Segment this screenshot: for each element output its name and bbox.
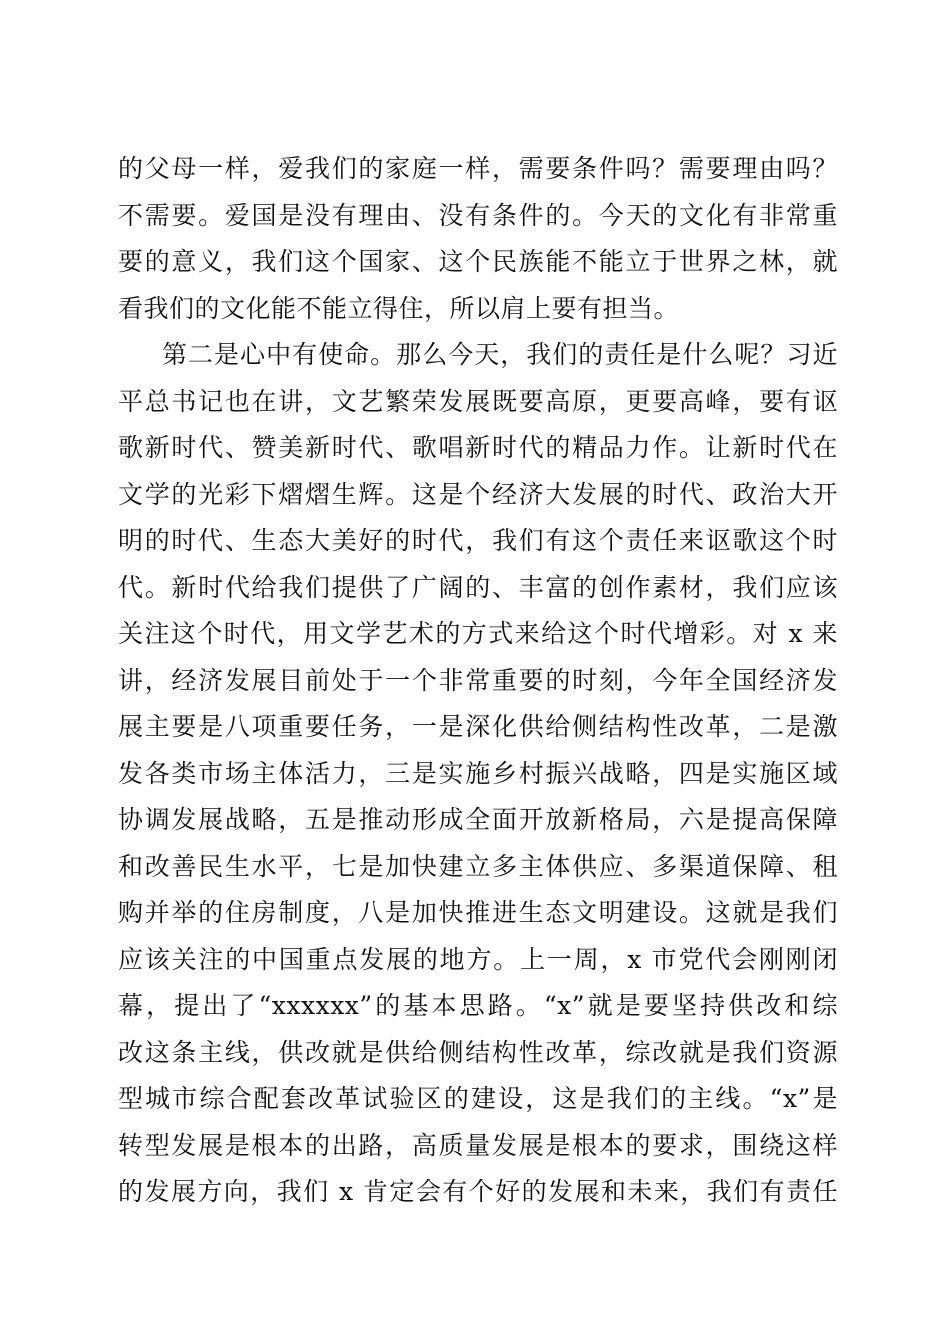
- text-line: 和改善民生水平，七是加快建立多主体供应、多渠道保障、租: [118, 851, 838, 881]
- text-line: 应该关注的中国重点发展的地方。上一周，x 市党代会刚刚闭: [118, 944, 838, 974]
- body-text: [118, 146, 838, 1216]
- text-line: 明的时代、生态大美好的时代，我们有这个责任来讴歌这个时: [118, 526, 838, 555]
- text-line: 型城市综合配套改革试验区的建设，这是我们的主线。“x”是: [118, 1084, 838, 1113]
- text-line: 购并举的住房制度，八是加快推进生态文明建设。这就是我们: [118, 898, 838, 927]
- text-line: 的父母一样，爱我们的家庭一样，需要条件吗？需要理由吗？: [118, 154, 838, 183]
- text-line: 转型发展是根本的出路，高质量发展是根本的要求，围绕这样: [118, 1130, 838, 1160]
- text-line: 代。新时代给我们提供了广阔的、丰富的创作素材，我们应该: [118, 572, 838, 602]
- text-line: 看我们的文化能不能立得住，所以肩上要有担当。: [118, 293, 680, 323]
- text-line: 平总书记也在讲，文艺繁荣发展既要高原，更要高峰，要有讴: [118, 386, 838, 416]
- text-line: 要的意义，我们这个国家、这个民族能不能立于世界之林，就: [118, 247, 838, 276]
- text-line: 展主要是八项重要任务，一是深化供给侧结构性改革，二是激: [118, 712, 838, 741]
- text-line: 歌新时代、赞美新时代、歌唱新时代的精品力作。让新时代在: [118, 433, 838, 462]
- text-line: 改这条主线，供改就是供给侧结构性改革，综改就是我们资源: [118, 1037, 838, 1067]
- text-line: 不需要。爱国是没有理由、没有条件的。今天的文化有非常重: [118, 200, 838, 230]
- text-line: 协调发展战略，五是推动形成全面开放新格局，六是提高保障: [118, 805, 838, 834]
- text-line: 发各类市场主体活力，三是实施乡村振兴战略，四是实施区域: [118, 758, 838, 788]
- text-line: 的发展方向，我们 x 肯定会有个好的发展和未来，我们有责任: [118, 1177, 838, 1206]
- text-line: 讲，经济发展目前处于一个非常重要的时刻，今年全国经济发: [118, 665, 838, 695]
- text-line: 幕，提出了“xxxxxx”的基本思路。“x”就是要坚持供改和综: [118, 991, 838, 1020]
- text-line: 文学的光彩下熠熠生辉。这是个经济大发展的时代、政治大开: [118, 479, 838, 509]
- paragraph-start-line: 第二是心中有使命。那么今天，我们的责任是什么呢？习近: [162, 340, 838, 369]
- text-line: 关注这个时代，用文学艺术的方式来给这个时代增彩。对 x 来: [118, 619, 838, 648]
